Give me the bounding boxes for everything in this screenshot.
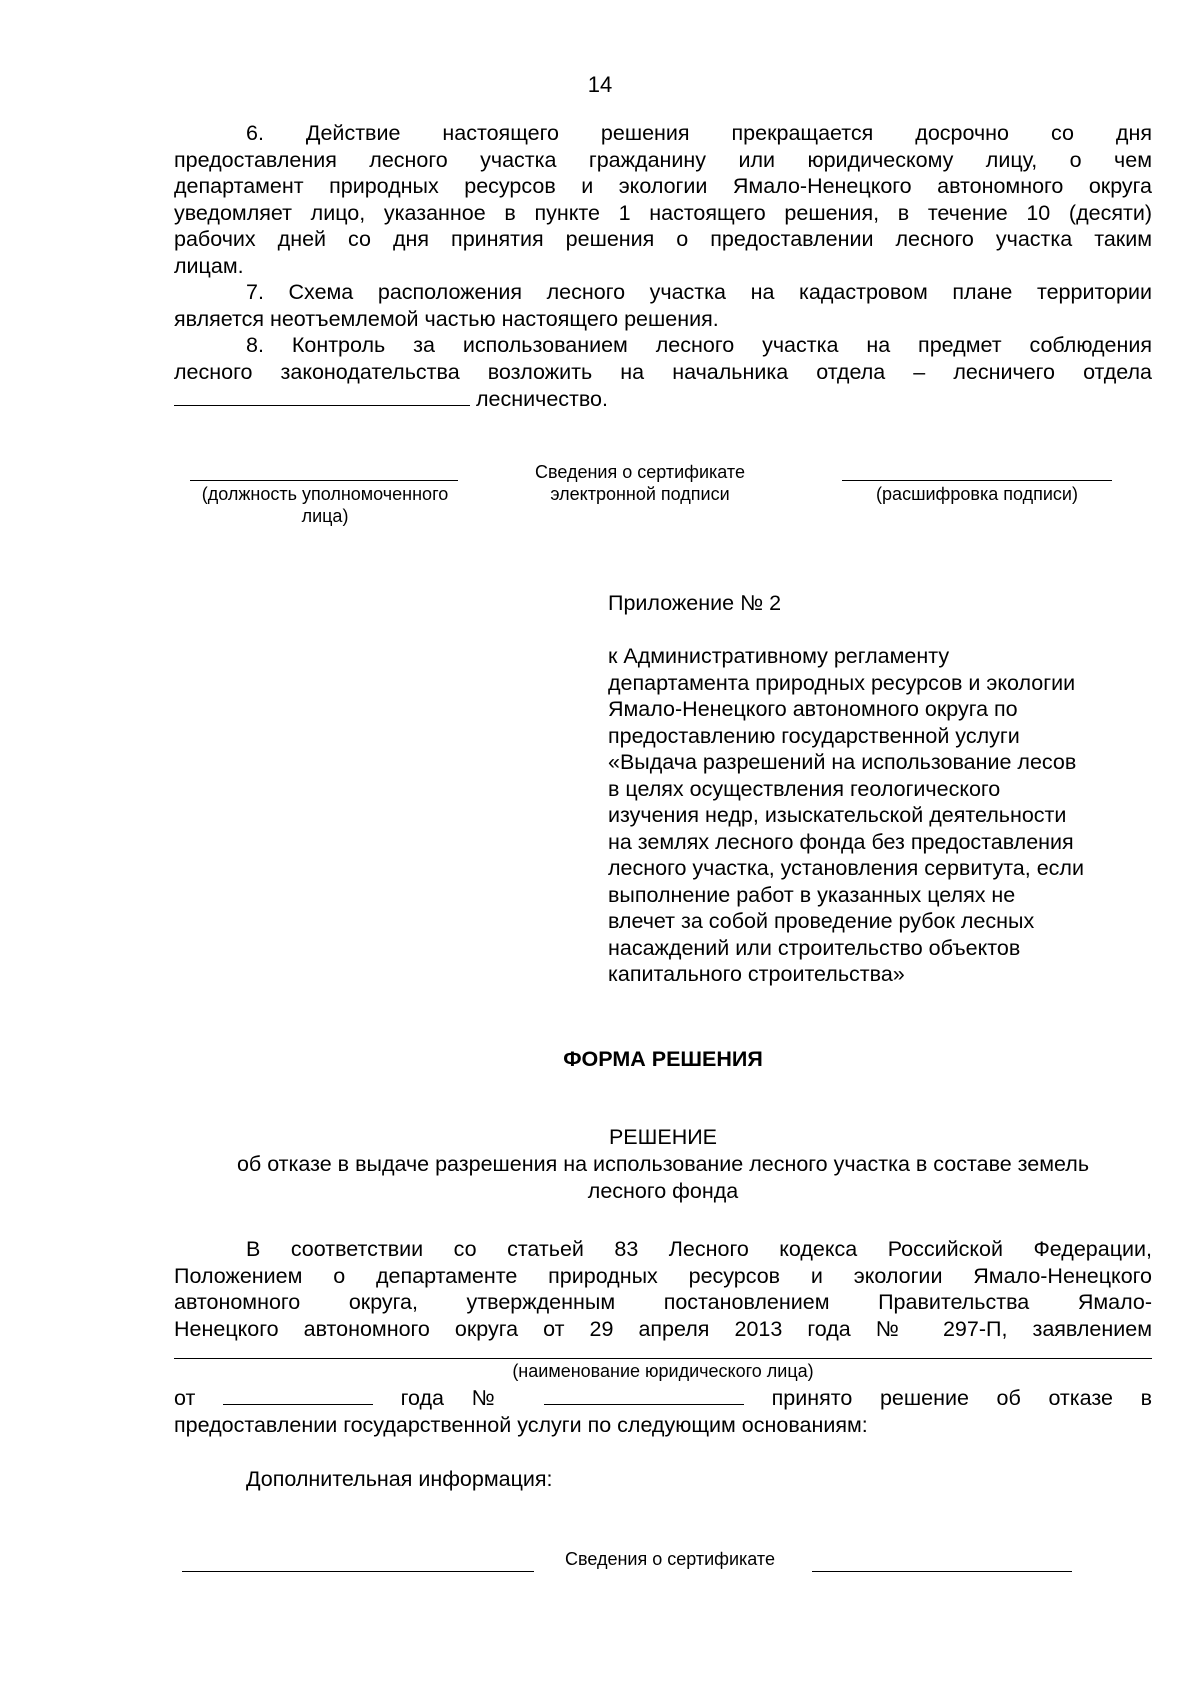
text-line: рабочих дней со дня принятия решения о предоставлении лесного участка таким: [174, 227, 1152, 251]
text-line: 7. Схема расположения лесного участка на кадастровом плане территории: [246, 280, 1152, 304]
text-line: изучения недр, изыскательской деятельности: [608, 803, 1067, 827]
text-line: лицам.: [174, 253, 244, 278]
paragraph-7: [174, 279, 1152, 332]
text-line: Ямало-Ненецкого автономного округа по: [608, 697, 1018, 721]
date-blank: [223, 1384, 373, 1405]
forestry-name-blank: [174, 385, 470, 406]
number-label: №: [471, 1386, 517, 1410]
text-line: на землях лесного фонда без предоставления: [608, 829, 1074, 854]
text-line: лесного фонда: [587, 1179, 739, 1203]
text-line: [174, 385, 1152, 413]
text-line: В соответствии со статьей 83 Лесного кодекса Российской Федерации,: [246, 1237, 1152, 1261]
text-line: к Административному регламенту: [608, 644, 950, 668]
text-line: автономного округа, утвержденным постановлением Правительства Ямало-: [174, 1290, 1152, 1314]
appendix-title: Приложение № 2: [608, 591, 782, 615]
text-line: выполнение работ в указанных целях не: [608, 882, 1016, 907]
text-line: капитального строительства»: [608, 962, 905, 986]
from-label: от: [174, 1386, 196, 1410]
year-label: года: [400, 1386, 444, 1410]
signature-line-left: [182, 1571, 534, 1572]
page-number: 14: [587, 72, 613, 97]
text-line: 6. Действие настоящего решения прекращается досрочно со дня: [246, 121, 1152, 145]
decision-title: РЕШЕНИЕ: [608, 1125, 718, 1149]
signature-line-right: [812, 1571, 1072, 1572]
number-blank: [544, 1384, 744, 1405]
text-line: насаждений или строительство объектов: [608, 935, 1021, 960]
forestry-tail: лесничество.: [475, 387, 608, 411]
text-line: уведомляет лицо, указанное в пункте 1 настоящего решения, в течение 10 (десяти): [174, 200, 1152, 225]
text-line: лесного участка, установления сервитута, если: [608, 856, 1084, 880]
text-line: Положением о департаменте природных ресурсов и экологии Ямало-Ненецкого: [174, 1263, 1152, 1288]
appendix-text: [608, 643, 1168, 988]
text-line: департамент природных ресурсов и экологии Ямало-Ненецкого автономного округа: [174, 174, 1152, 198]
paragraph-8: [174, 332, 1152, 413]
application-line: [174, 1384, 1152, 1438]
paragraph-6: [174, 120, 1152, 279]
text-line: Ненецкого автономного округа от 29 апреля 2013 года № 297-П, заявлением: [174, 1316, 1152, 1341]
text-line: является неотъемлемой частью настоящего решения.: [174, 306, 719, 331]
text-line: лесного законодательства возложить на начальника отдела – лесничего отдела: [174, 359, 1152, 384]
text-line: департамента природных ресурсов и экологии: [608, 670, 1076, 695]
certificate-info: Сведения о сертификате: [565, 1549, 775, 1569]
text-line: в целях осуществления геологического: [608, 776, 1001, 801]
signature-decoding-caption: (расшифровка подписи): [876, 484, 1078, 504]
position-caption: (должность уполномоченного лица): [201, 484, 449, 526]
signature-line-left: [190, 480, 458, 481]
text-line: влечет за собой проведение рубок лесных: [608, 909, 1035, 933]
text-line: [174, 1384, 1152, 1412]
legal-entity-caption: (наименование юридического лица): [512, 1361, 814, 1381]
text-line: об отказе в выдаче разрешения на использование лесного участка в составе земель: [236, 1152, 1090, 1176]
text-line: предоставления лесного участка гражданину или юридическому лицу, о чем: [174, 147, 1152, 172]
form-title: ФОРМА РЕШЕНИЯ: [563, 1047, 763, 1071]
decision-subtitle: [174, 1151, 1152, 1205]
decision-tail: принято решение об отказе в: [771, 1386, 1152, 1410]
legal-entity-blank: [174, 1358, 1152, 1359]
text-line: 8. Контроль за использованием лесного участка на предмет соблюдения: [246, 333, 1152, 357]
text-line: предоставлению государственной услуги: [608, 723, 1020, 748]
signature-line-right: [842, 480, 1112, 481]
certificate-info: Сведения о сертификате электронной подписи: [535, 462, 745, 504]
decision-body: [174, 1236, 1152, 1342]
text-line: предоставлении государственной услуги по следующим основаниям:: [174, 1412, 868, 1437]
additional-info: Дополнительная информация:: [246, 1467, 553, 1491]
text-line: «Выдача разрешений на использование лесов: [608, 750, 1077, 774]
